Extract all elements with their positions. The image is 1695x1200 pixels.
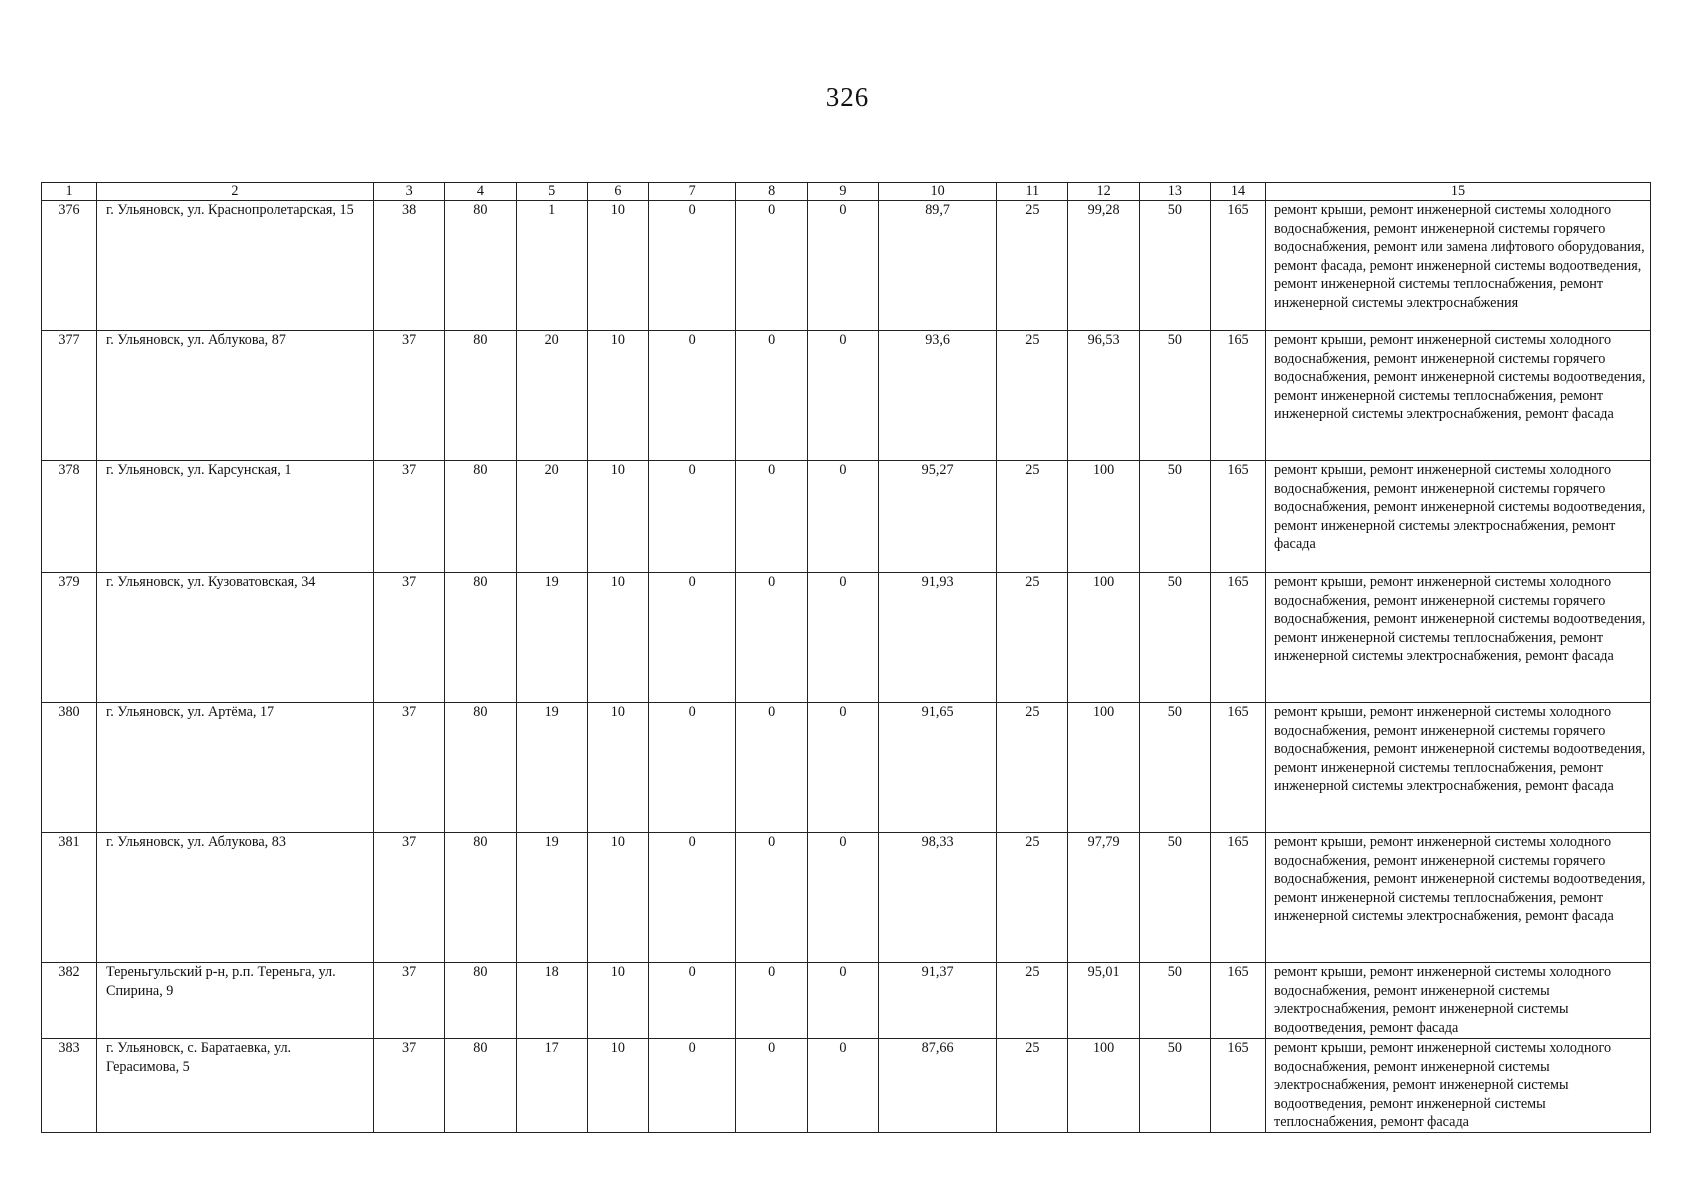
cell-col-7: 0 xyxy=(648,703,736,833)
cell-address: г. Ульяновск, ул. Артёма, 17 xyxy=(96,703,373,833)
cell-col-10: 93,6 xyxy=(879,331,997,461)
table-row xyxy=(42,461,1651,573)
column-number-header: 9 xyxy=(807,183,878,201)
cell-col-6: 10 xyxy=(587,331,648,461)
cell-col-8: 0 xyxy=(736,963,807,1039)
cell-col-8: 0 xyxy=(736,573,807,703)
cell-col-13: 50 xyxy=(1139,461,1210,573)
cell-address: г. Ульяновск, ул. Кузоватовская, 34 xyxy=(96,573,373,703)
cell-col-7: 0 xyxy=(648,461,736,573)
cell-col-4: 80 xyxy=(445,1039,516,1133)
cell-col-4: 80 xyxy=(445,833,516,963)
cell-col-5: 19 xyxy=(516,833,587,963)
table-row xyxy=(42,201,1651,331)
cell-row-number: 378 xyxy=(42,461,97,573)
cell-col-14: 165 xyxy=(1211,833,1266,963)
column-number-header: 15 xyxy=(1266,183,1651,201)
cell-col-4: 80 xyxy=(445,201,516,331)
table-row xyxy=(42,963,1651,1039)
cell-col-13: 50 xyxy=(1139,1039,1210,1133)
cell-col-12: 99,28 xyxy=(1068,201,1139,331)
cell-row-number: 376 xyxy=(42,201,97,331)
cell-address: г. Ульяновск, ул. Краснопролетарская, 15 xyxy=(96,201,373,331)
column-number-header: 3 xyxy=(373,183,444,201)
cell-col-3: 37 xyxy=(373,573,444,703)
cell-col-7: 0 xyxy=(648,331,736,461)
cell-col-7: 0 xyxy=(648,963,736,1039)
cell-row-number: 377 xyxy=(42,331,97,461)
cell-col-8: 0 xyxy=(736,201,807,331)
cell-col-11: 25 xyxy=(997,703,1068,833)
cell-col-9: 0 xyxy=(807,331,878,461)
cell-col-10: 91,93 xyxy=(879,573,997,703)
cell-row-number: 382 xyxy=(42,963,97,1039)
column-number-header: 12 xyxy=(1068,183,1139,201)
cell-col-4: 80 xyxy=(445,461,516,573)
cell-col-11: 25 xyxy=(997,833,1068,963)
cell-col-14: 165 xyxy=(1211,703,1266,833)
cell-col-12: 100 xyxy=(1068,573,1139,703)
cell-col-10: 87,66 xyxy=(879,1039,997,1133)
cell-col-11: 25 xyxy=(997,1039,1068,1133)
table-row xyxy=(42,833,1651,963)
header-row xyxy=(42,183,1651,201)
column-number-header: 5 xyxy=(516,183,587,201)
cell-col-7: 0 xyxy=(648,573,736,703)
cell-col-5: 19 xyxy=(516,573,587,703)
cell-col-12: 95,01 xyxy=(1068,963,1139,1039)
cell-col-5: 19 xyxy=(516,703,587,833)
column-number-header: 2 xyxy=(96,183,373,201)
cell-col-4: 80 xyxy=(445,963,516,1039)
cell-address: г. Ульяновск, ул. Аблукова, 87 xyxy=(96,331,373,461)
cell-col-4: 80 xyxy=(445,703,516,833)
cell-col-6: 10 xyxy=(587,201,648,331)
cell-repair-works: ремонт крыши, ремонт инженерной системы холодного водоснабжения, ремонт инженерной системы горячего водоснабжения, ремонт инженерной системы водоотведения, ремонт инженерной системы электроснабжения, ремонт фасада xyxy=(1266,461,1651,573)
column-number-header: 7 xyxy=(648,183,736,201)
cell-col-3: 37 xyxy=(373,461,444,573)
cell-row-number: 379 xyxy=(42,573,97,703)
cell-col-10: 89,7 xyxy=(879,201,997,331)
cell-col-3: 38 xyxy=(373,201,444,331)
cell-col-14: 165 xyxy=(1211,963,1266,1039)
cell-col-9: 0 xyxy=(807,963,878,1039)
cell-col-13: 50 xyxy=(1139,201,1210,331)
cell-row-number: 383 xyxy=(42,1039,97,1133)
cell-col-4: 80 xyxy=(445,573,516,703)
cell-address: г. Ульяновск, ул. Аблукова, 83 xyxy=(96,833,373,963)
cell-col-6: 10 xyxy=(587,963,648,1039)
cell-col-13: 50 xyxy=(1139,833,1210,963)
cell-col-14: 165 xyxy=(1211,201,1266,331)
cell-col-8: 0 xyxy=(736,703,807,833)
cell-col-11: 25 xyxy=(997,461,1068,573)
cell-col-3: 37 xyxy=(373,703,444,833)
column-number-header: 13 xyxy=(1139,183,1210,201)
cell-col-12: 96,53 xyxy=(1068,331,1139,461)
table-row xyxy=(42,573,1651,703)
cell-col-13: 50 xyxy=(1139,703,1210,833)
cell-col-9: 0 xyxy=(807,573,878,703)
cell-col-3: 37 xyxy=(373,963,444,1039)
cell-repair-works: ремонт крыши, ремонт инженерной системы холодного водоснабжения, ремонт инженерной системы горячего водоснабжения, ремонт инженерной системы водоотведения, ремонт инженерной системы теплоснабжения, ремонт инженерной системы электроснабжения, ремонт фасада xyxy=(1266,833,1651,963)
page-number: 326 xyxy=(825,82,870,112)
repair-schedule-table xyxy=(41,182,1651,1133)
cell-repair-works: ремонт крыши, ремонт инженерной системы холодного водоснабжения, ремонт инженерной системы горячего водоснабжения, ремонт или замена лифтового оборудования, ремонт фасада, ремонт инженерной системы водоотведения, ремонт инженерной системы теплоснабжения, ремонт инженерной системы электроснабжения xyxy=(1266,201,1651,331)
cell-col-6: 10 xyxy=(587,573,648,703)
cell-col-8: 0 xyxy=(736,1039,807,1133)
cell-address: Тереньгульский р-н, р.п. Тереньга, ул. Спирина, 9 xyxy=(96,963,373,1039)
cell-row-number: 381 xyxy=(42,833,97,963)
table-row xyxy=(42,331,1651,461)
column-number-header: 6 xyxy=(587,183,648,201)
cell-repair-works: ремонт крыши, ремонт инженерной системы холодного водоснабжения, ремонт инженерной системы электроснабжения, ремонт инженерной системы водоотведения, ремонт фасада xyxy=(1266,963,1651,1039)
cell-col-7: 0 xyxy=(648,201,736,331)
cell-col-6: 10 xyxy=(587,461,648,573)
table-row xyxy=(42,703,1651,833)
cell-col-8: 0 xyxy=(736,331,807,461)
cell-col-3: 37 xyxy=(373,1039,444,1133)
column-number-header: 8 xyxy=(736,183,807,201)
cell-col-13: 50 xyxy=(1139,963,1210,1039)
cell-col-7: 0 xyxy=(648,1039,736,1133)
column-number-header: 11 xyxy=(997,183,1068,201)
cell-repair-works: ремонт крыши, ремонт инженерной системы холодного водоснабжения, ремонт инженерной системы горячего водоснабжения, ремонт инженерной системы водоотведения, ремонт инженерной системы теплоснабжения, ремонт инженерной системы электроснабжения, ремонт фасада xyxy=(1266,703,1651,833)
cell-col-9: 0 xyxy=(807,201,878,331)
column-number-header: 14 xyxy=(1211,183,1266,201)
cell-address: г. Ульяновск, с. Баратаевка, ул. Герасимова, 5 xyxy=(96,1039,373,1133)
cell-col-9: 0 xyxy=(807,1039,878,1133)
column-number-header: 1 xyxy=(42,183,97,201)
cell-col-9: 0 xyxy=(807,461,878,573)
cell-col-12: 100 xyxy=(1068,703,1139,833)
cell-col-14: 165 xyxy=(1211,573,1266,703)
cell-col-11: 25 xyxy=(997,201,1068,331)
cell-col-3: 37 xyxy=(373,833,444,963)
cell-col-8: 0 xyxy=(736,833,807,963)
cell-col-11: 25 xyxy=(997,963,1068,1039)
table-row xyxy=(42,1039,1651,1133)
cell-col-14: 165 xyxy=(1211,331,1266,461)
column-number-header: 10 xyxy=(879,183,997,201)
cell-col-14: 165 xyxy=(1211,1039,1266,1133)
cell-col-10: 91,65 xyxy=(879,703,997,833)
cell-col-11: 25 xyxy=(997,331,1068,461)
cell-col-14: 165 xyxy=(1211,461,1266,573)
cell-row-number: 380 xyxy=(42,703,97,833)
cell-col-10: 98,33 xyxy=(879,833,997,963)
cell-address: г. Ульяновск, ул. Карсунская, 1 xyxy=(96,461,373,573)
cell-col-5: 20 xyxy=(516,331,587,461)
cell-col-5: 1 xyxy=(516,201,587,331)
cell-col-13: 50 xyxy=(1139,573,1210,703)
cell-repair-works: ремонт крыши, ремонт инженерной системы холодного водоснабжения, ремонт инженерной системы горячего водоснабжения, ремонт инженерной системы водоотведения, ремонт инженерной системы теплоснабжения, ремонт инженерной системы электроснабжения, ремонт фасада xyxy=(1266,573,1651,703)
cell-col-13: 50 xyxy=(1139,331,1210,461)
cell-repair-works: ремонт крыши, ремонт инженерной системы холодного водоснабжения, ремонт инженерной системы электроснабжения, ремонт инженерной системы водоотведения, ремонт инженерной системы теплоснабжения, ремонт фасада xyxy=(1266,1039,1651,1133)
cell-col-12: 100 xyxy=(1068,461,1139,573)
cell-col-4: 80 xyxy=(445,331,516,461)
cell-col-9: 0 xyxy=(807,833,878,963)
cell-col-7: 0 xyxy=(648,833,736,963)
cell-col-5: 17 xyxy=(516,1039,587,1133)
cell-col-10: 95,27 xyxy=(879,461,997,573)
cell-col-9: 0 xyxy=(807,703,878,833)
cell-col-5: 20 xyxy=(516,461,587,573)
cell-col-12: 97,79 xyxy=(1068,833,1139,963)
cell-col-8: 0 xyxy=(736,461,807,573)
cell-col-3: 37 xyxy=(373,331,444,461)
cell-col-11: 25 xyxy=(997,573,1068,703)
cell-col-6: 10 xyxy=(587,833,648,963)
cell-col-6: 10 xyxy=(587,703,648,833)
column-number-header: 4 xyxy=(445,183,516,201)
cell-repair-works: ремонт крыши, ремонт инженерной системы холодного водоснабжения, ремонт инженерной системы горячего водоснабжения, ремонт инженерной системы водоотведения, ремонт инженерной системы теплоснабжения, ремонт инженерной системы электроснабжения, ремонт фасада xyxy=(1266,331,1651,461)
cell-col-12: 100 xyxy=(1068,1039,1139,1133)
cell-col-10: 91,37 xyxy=(879,963,997,1039)
cell-col-6: 10 xyxy=(587,1039,648,1133)
cell-col-5: 18 xyxy=(516,963,587,1039)
